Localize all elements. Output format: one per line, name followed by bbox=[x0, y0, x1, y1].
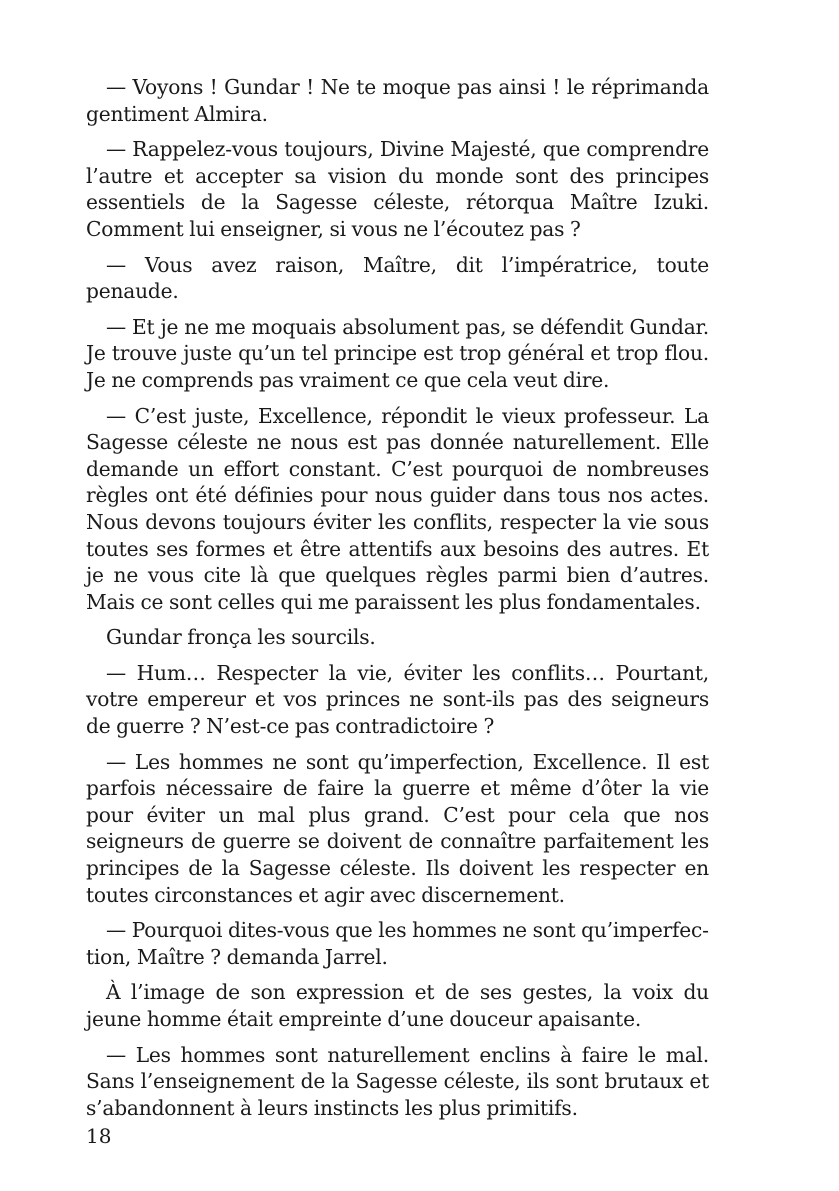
page-number: 18 bbox=[86, 1124, 112, 1148]
paragraph: — Les hommes ne sont qu’imperfection, Excellence. Il est parfois nécessaire de faire la guerre et même d’ôter la vie pour éviter un mal plus grand. C’est pour cela que nos seigneurs de guerre se doivent de connaître parfaitement les principes de la Sagesse céleste. Ils doivent les respecter en toutes circonstances et agir avec discernement. bbox=[86, 749, 709, 907]
paragraph: — Rappelez-vous toujours, Divine Majesté, que comprendre l’autre et accepter sa vision du monde sont des principes essentiels de la Sagesse céleste, rétorqua Maître Izuki. Comment lui enseigner, si vous ne l’écoutez pas ? bbox=[86, 137, 709, 241]
paragraph: — Les hommes sont naturellement enclins à faire le mal. Sans l’enseignement de la Sagesse céleste, ils sont brutaux et s’abandonnent à leurs instincts les plus primitifs. bbox=[86, 1042, 709, 1120]
paragraph: Gundar fronça les sourcils. bbox=[106, 625, 376, 650]
paragraph: — Vous avez raison, Maître, dit l’impératrice, toute penaude. bbox=[86, 252, 709, 304]
paragraph: — Et je ne me moquais absolument pas, se défendit Gundar. Je trouve juste qu’un tel principe est trop général et trop flou. Je ne comprends pas vraiment ce que cela veut dire. bbox=[86, 314, 709, 392]
paragraph: — C’est juste, Excellence, répondit le vieux professeur. La Sagesse céleste ne nous est pas donnée naturellement. Elle demande un effort constant. C’est pourquoi de nombreuses règles ont été définies pour nous guider dans tous nos actes. Nous devons toujours éviter les conflits, respecter la vie sous toutes ses formes et être attentifs aux besoins des autres. Et je ne vous cite là que quelques règles parmi bien d’autres. Mais ce sont celles qui me paraissent les plus fondamentales. bbox=[86, 403, 709, 614]
paragraph: — Voyons ! Gundar ! Ne te moque pas ainsi ! le réprimanda gentiment Almira. bbox=[86, 75, 709, 126]
paragraph: À l’image de son expression et de ses gestes, la voix du jeune homme était empreinte d’une douceur apaisante. bbox=[86, 980, 709, 1031]
paragraph: — Pourquoi dites-vous que les hommes ne sont qu’imperfection, Maître ? demanda Jarrel. bbox=[86, 918, 709, 969]
paragraph: — Hum… Respecter la vie, éviter les conflits… Pourtant, votre empereur et vos princes ne sont-ils pas des seigneurs de guerre ? N’est-ce pas contradictoire ? bbox=[86, 660, 709, 739]
page-text bbox=[86, 74, 709, 1130]
